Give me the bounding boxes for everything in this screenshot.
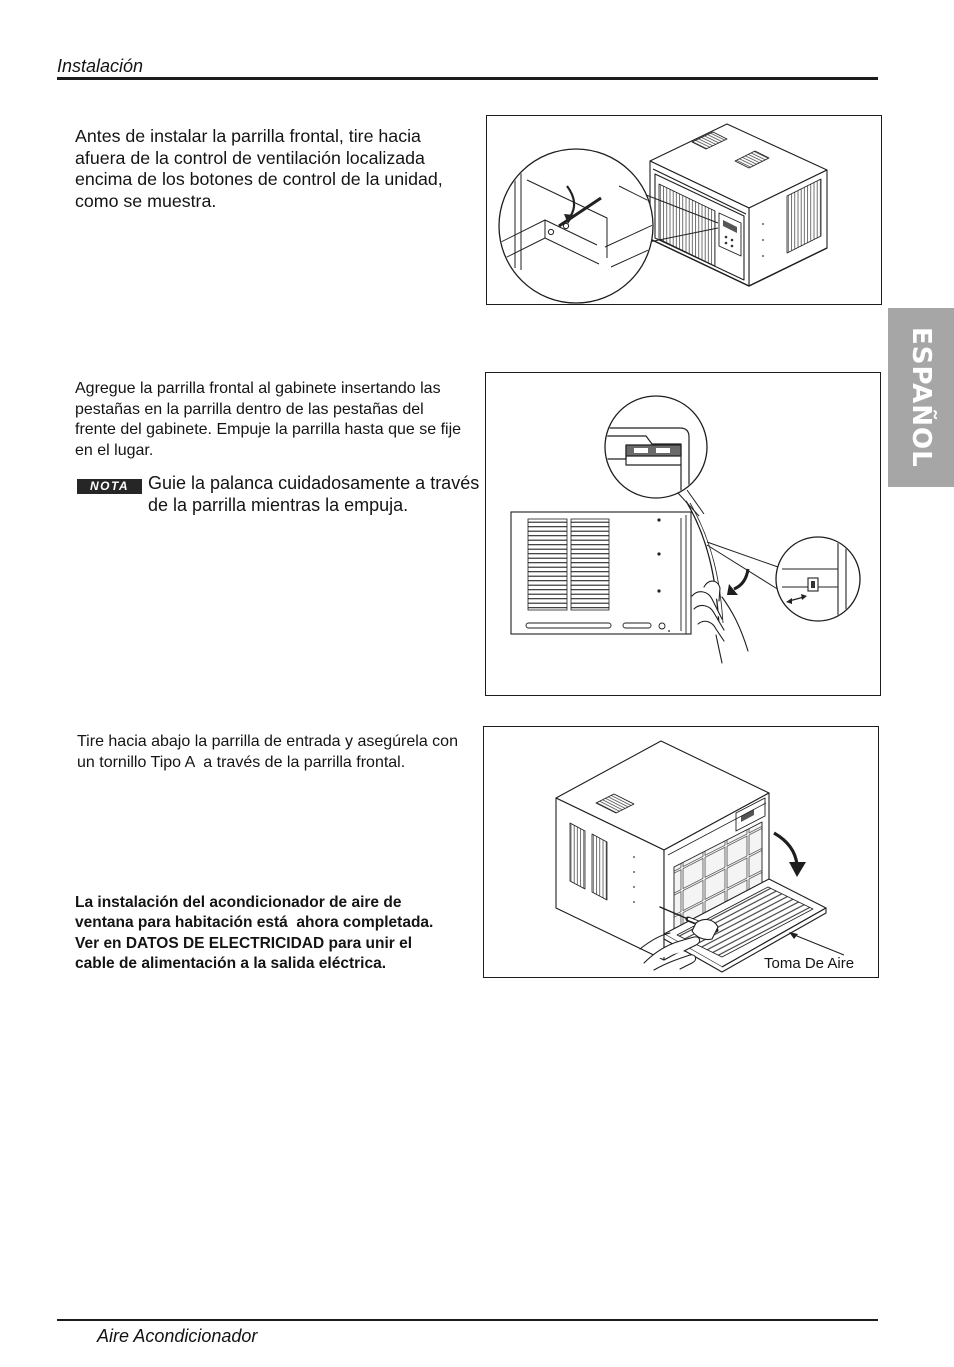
language-tab: [888, 308, 954, 487]
completion-message: [75, 893, 433, 974]
magnifier-detail: [497, 149, 655, 303]
connector-lines: [678, 490, 779, 590]
air-conditioner-illustration: [650, 124, 827, 286]
note-badge: NOTA: [77, 479, 142, 494]
language-tab-label: ESPAÑOL: [906, 327, 936, 468]
grille-louvers: [528, 519, 567, 610]
header-divider: [57, 77, 878, 80]
step1-line: afuera de la control de ventilación localizada: [75, 147, 425, 168]
figure-inlet-grille-screw: [483, 726, 879, 978]
step2-instructions: [75, 379, 461, 462]
hand: [692, 581, 748, 663]
step3-line: Tire hacia abajo la parrilla de entrada y asegúrela con: [77, 733, 458, 750]
step2-line: frente del gabinete. Empuje la parrilla hasta que se fije: [75, 421, 462, 439]
lever-detail-magnifier: [776, 537, 860, 622]
completion-line: Ver en DATOS DE ELECTRICIDAD para unir el: [75, 934, 413, 952]
push-arrow: [727, 569, 748, 595]
completion-line: La instalación del acondicionador de aire de: [75, 894, 402, 911]
air-inlet-callout: Toma De Aire: [764, 955, 855, 972]
step2-line: Agregue la parrilla frontal al gabinete insertando las: [75, 380, 441, 397]
front-grille-panel: [511, 501, 723, 634]
side-louvers: [570, 823, 585, 889]
step1-line: como se muestra.: [75, 190, 217, 211]
figure-ventilation-control: [486, 115, 882, 305]
magnifier-circle: [499, 149, 653, 303]
grille-louvers: [571, 519, 609, 610]
figure2-drawing: [486, 373, 879, 694]
callout-leader-line: [789, 932, 844, 955]
footer-divider: [57, 1319, 878, 1321]
note-line: de la parrilla mientras la empuja.: [148, 495, 409, 515]
step2-line: en el lugar.: [75, 442, 154, 460]
figure1-drawing: [487, 116, 881, 304]
completion-line: cable de alimentación a la salida eléctrica.: [75, 954, 387, 972]
footer-title: Aire Acondicionador: [97, 1326, 258, 1346]
note-text: [148, 472, 479, 516]
step1-line: Antes de instalar la parrilla frontal, tire hacia: [75, 126, 421, 146]
figure-front-grille-attach: [485, 372, 881, 696]
step3-instructions: [77, 731, 458, 773]
figure3-drawing: [484, 727, 877, 976]
section-title: Instalación: [57, 56, 144, 76]
step3-line: un tornillo Tipo A a través de la parrilla frontal.: [77, 754, 406, 771]
curved-arrow: [774, 833, 806, 877]
step1-line: encima de los botones de control de la unidad,: [75, 169, 443, 189]
step1-instructions: [75, 126, 443, 212]
tab-detail-magnifier: [604, 396, 707, 503]
completion-line: ventana para habitación está ahora completada.: [75, 914, 434, 932]
side-louvers: [592, 834, 607, 900]
step2-line: pestañas en la parrilla dentro de las pestañas del: [75, 400, 424, 418]
note-line: Guie la palanca cuidadosamente a través: [148, 473, 480, 493]
